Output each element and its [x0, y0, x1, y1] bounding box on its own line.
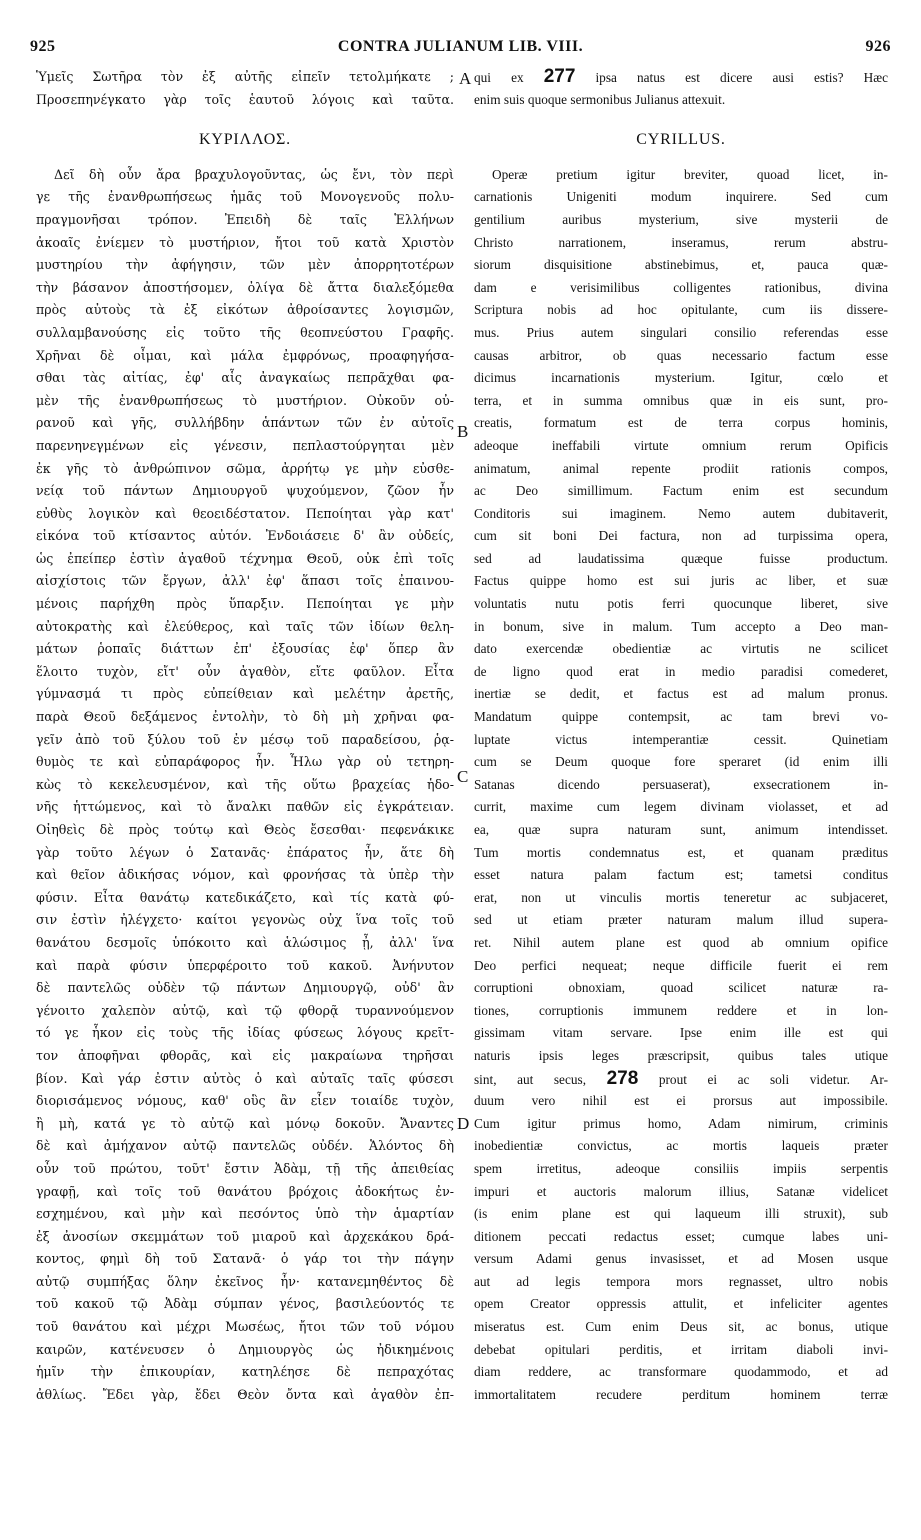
latin-intro-line: enim suis quoque sermonibus Julianus attexuit.: [474, 91, 726, 107]
text-line: mus. Prius autem singulari consilio referendas esse: [474, 324, 888, 340]
greek-heading: ΚΥΡΙΛΛΟΣ.: [199, 131, 291, 149]
text-line: dato exercendæ obedientiæ ac virtutis ne scilicet: [474, 641, 888, 657]
text-line: Ὑμεῖς Σωτῆρα τὸν ἐξ αὐτῆς εἰπεῖν τετολμήκατε ;: [36, 69, 454, 84]
text-line: ret. Nihil autem plane est quod ab omnium opifice: [474, 934, 888, 950]
text-line: νῆς ἡττώμενος, καὶ τὸ ἄναλκι παθῶν εἰς ἐγκράτειαν.: [36, 799, 454, 815]
text-line: immortalitatem recudere perditum hominem terræ: [474, 1386, 888, 1402]
column-number-277: 277: [543, 66, 576, 87]
text-line: Χρῆναι δὲ οἶμαι, καὶ μάλα ἐμφρόνως, προαφηγήσα-: [36, 347, 454, 363]
text-line: αὐτοκρατὴς καὶ ἐλεύθερος, καὶ ταῖς τῶν ἰδίων θελη-: [36, 618, 454, 634]
text-line: siorum disquisitione abstinebimus, et, pauca quæ-: [474, 257, 888, 273]
text-line: διορισάμενος νόμους, καθ' οὓς ἂν εἶεν τοιαίδε τυχὸν,: [36, 1093, 454, 1109]
column-number-278: 278: [606, 1067, 639, 1089]
text-line: currit, maxime cum legem divinam violasset, et ad: [474, 799, 888, 815]
text-line: γύμνασμά τι πρὸς εὐπείθειαν καὶ μελέτην ἀρετῆς,: [36, 686, 454, 702]
text-line: πρὸς αὐτοὺς τὰ ἐξ εἰκότων ἀθροίσαντες λογισμῶν,: [36, 302, 454, 318]
text-line: duum vero nihil est ei prorsus aut impossibile.: [474, 1093, 888, 1109]
text-line: μυστηρίου τὴν ἀφήγησιν, τῶν μὲν ἀπορρητοτέρων: [36, 257, 454, 273]
greek-column: [36, 66, 454, 1406]
margin-marker-a: A: [459, 69, 472, 88]
text-line: Scriptura nobis ad hoc opitulante, cum iis dissere-: [474, 302, 888, 318]
text-line: ditionem peccati redactus esset; cumque labes uni-: [474, 1228, 888, 1244]
text-line: luptate victus intemperantiæ cessit. Quinetiam: [474, 731, 888, 747]
text-line: spem irretitus, adeoque consiliis impiis serpentis: [474, 1160, 888, 1176]
text-line: impuri et auctoris malorum illius, Satanæ videlicet: [474, 1183, 888, 1199]
text-line: ea, quæ supra naturam sunt, animum intendisset.: [474, 822, 888, 837]
text-line: θυμὸς τε καὶ εὐπαράφορος ἦν. Ἧλω γὰρ οὐ τετηρη-: [36, 754, 454, 770]
latin-split-text-b: prout ei ac soli videtur. Ar-: [658, 1071, 888, 1087]
text-line: versum Adami genus invasisset, et ad Mosen usque: [474, 1251, 888, 1267]
text-line: inertiæ se dedit, et factus est ad malum pronus.: [474, 686, 888, 702]
text-line: inobedientiæ convictus, ac mortis laqueis præter: [474, 1138, 888, 1154]
text-line: παρὰ Θεοῦ δεξάμενος ἐντολὴν, τὸ δὴ μὴ χρῆναι φα-: [36, 709, 454, 725]
text-line: μένοις παρήχθη πρὸς ὕπαρξιν. Πεποίηται γε μὴν: [36, 596, 454, 612]
latin-split-text-a: sint, aut secus,: [474, 1071, 587, 1087]
text-line: gissimam vitam servare. Ipse enim ille est qui: [474, 1025, 888, 1041]
text-line: γὰρ τοῦτο λέγων ὁ Σατανᾶς· ἐπάρατος ἦν, ἅτε δὴ: [36, 844, 454, 860]
text-line: Christo narrationem, inseramus, rerum abstru-: [474, 234, 888, 250]
text-line: μάτων ῥοπαῖς διάττων ἐπ' ἐξουσίας ἐφ' ὅπερ ἂν: [36, 641, 454, 657]
text-line: (is enim plane est qui laqueum illi struxit), sub: [474, 1206, 888, 1222]
text-line: esset natura palam factum est; tametsi conditus: [474, 867, 888, 883]
text-line: Conditoris sui imaginem. Nemo autem dubitaverit,: [474, 505, 888, 521]
text-line: Factus quippe homo est sui juris ac liber, et suæ: [474, 573, 888, 589]
text-line: αὐτῷ συμπήξας ὅλην ἐκεῖνος ἦν· κατανεμηθέντος δὲ: [36, 1273, 454, 1289]
text-line: δὲ καὶ ἀμήχανον αὐτῷ παντελῶς οὐδέν. Ἁλόντος δὴ: [36, 1138, 454, 1154]
text-line: ἕλοιτο τυχὸν, εἴτ' οὖν ἀγαθὸν, εἴτε φαῦλον. Εἶτα: [36, 663, 454, 679]
text-line: cum sit boni Dei factura, non ad turpissima opera,: [474, 528, 888, 544]
text-line: tiones, corruptionis immunem reddere et in lon-: [474, 1002, 888, 1018]
text-line: Mandatum quippe contempsit, ac tam brevi vo-: [474, 709, 888, 725]
text-line: τὴν βάσανον ἀποστήσομεν, ὀλίγα δὲ ἄττα διαλεξόμεθα: [36, 279, 454, 295]
margin-marker-b: B: [457, 422, 469, 441]
text-line: creatis, formatum est de terra corpus hominis,: [474, 415, 888, 431]
text-line: Δεῖ δὴ οὖν ἄρα βραχυλογοῦντας, ὡς ἔνι, τὸν περὶ: [54, 166, 454, 182]
text-line: Cum igitur primus homo, Adam nimirum, criminis: [474, 1115, 888, 1131]
text-line: dam e verisimilibus colligentes rationibus, divina: [474, 279, 888, 295]
text-line: opem Creator oppressis attulit, et infeliciter agentes: [474, 1296, 888, 1312]
text-line: aut ad legis tempora mors regnasset, ultro nobis: [474, 1273, 888, 1289]
text-line: γεῖν ἀπὸ τοῦ ξύλου τοῦ ἐν μέσῳ τοῦ παραδείσου, ῥᾳ-: [36, 731, 454, 747]
text-line: ἐξ ἀνοσίων σκεμμάτων τοῦ μιαροῦ καὶ ἀρχεκάκου δρά-: [36, 1228, 454, 1244]
text-line: Tum mortis condemnatus est, et quanam præditus: [474, 844, 888, 860]
text-line: σιν ἐστὶν ἠλέγχετο· καίτοι γεγονὼς οὐχ ἵνα τοῖς τοῦ: [36, 912, 454, 928]
text-line: τό γε ἧκον εἰς τοὺς τῆς ἰδίας φύσεως λόγους κρεῖτ-: [36, 1025, 454, 1041]
text-line: erat, non ut vinculis mortis teneretur ac subjaceret,: [474, 889, 888, 905]
latin-intro-line: [474, 66, 888, 89]
latin-body-part-1: [474, 164, 888, 1068]
latin-heading: CYRILLUS.: [636, 131, 726, 149]
text-line: debebat opitulari perditis, et irritam diaboli invi-: [474, 1341, 888, 1357]
text-line: miseratus est. Cum enim Deus sit, ac bonus, utique: [474, 1319, 888, 1335]
text-line: φύσιν. Εἶτα θανάτῳ κατεδικάζετο, καὶ τίς κατὰ φύ-: [36, 889, 454, 905]
running-title: CONTRA JULIANUM LIB. VIII.: [337, 38, 584, 55]
text-line: τοῦ κακοῦ τῷ Ἀδὰμ σύμπαν γένος, βασιλεύοντός τε: [36, 1296, 454, 1312]
latin-column: [474, 66, 888, 1406]
text-line: εσχημένου, καὶ μὴν καὶ πεσόντος ὑπὸ τὴν ἁμαρτίαν: [36, 1206, 454, 1222]
latin-split-line: [474, 1068, 888, 1091]
latin-body-part-2: [474, 1090, 888, 1406]
text-line: naturis ipsis leges præscripsit, quibus tales utique: [474, 1047, 888, 1063]
text-line: causas arbitror, ob quas necessario factum esse: [474, 347, 888, 363]
text-line: voluntatis nutu potis ferri quocunque liberet, sive: [474, 596, 888, 612]
latin-intro-text-a: qui ex: [474, 70, 524, 85]
text-line: Operæ pretium igitur breviter, quoad licet, in-: [492, 166, 888, 182]
text-line: terra, et in summa omnibus quæ in eis sunt, pro-: [474, 392, 888, 408]
text-line: μὲν τῆς ἐνανθρωπήσεως τὸ μυστήριον. Οὐκοῦν οὐ-: [36, 392, 454, 408]
text-line: dicimus incarnationis mysterium. Igitur, cœlo et: [474, 370, 888, 386]
text-line: συλλαμβανούσης εἰς τοῦτο τῆς θεοπνεύστου Γραφῆς.: [36, 324, 454, 340]
text-line: ὡς ἐπείπερ ἐστὶν ἀγαθοῦ τέχνημα Θεοῦ, οὐκ ἐπὶ τοῖς: [36, 550, 454, 566]
margin-marker-c: C: [457, 767, 469, 786]
text-line: πραγμονῆσαι τρόπον. Ἐπειδὴ δὲ ταῖς Ἑλλήνων: [36, 211, 454, 227]
text-line: βίον. Καὶ γάρ ἐστιν αὐτὸς ὁ καὶ αὐταῖς ταῖς φύσεσι: [36, 1070, 454, 1086]
text-line: carnationis Unigeniti modum inquirere. Sed cum: [474, 189, 888, 205]
text-line: καὶ παρὰ φύσιν ὑπερφέροιτο τοῦ κακοῦ. Ἀνήνυτον: [36, 957, 454, 973]
text-line: γραφῇ, καὶ τοῖς τοῦ θανάτου βρόχοις ἀδοκήτως ἐν-: [36, 1183, 454, 1199]
text-line: κοντος, φημὶ δὴ τοῦ Σατανᾶ· ὁ γάρ τοι τὴν πάγην: [36, 1251, 454, 1267]
text-line: δὲ παντελῶς οὐδὲν τῷ πάντων Δημιουργῷ, οὐδ' ἂν: [36, 980, 454, 996]
text-line: καὶ θεῖον ἀδικήσας νόμον, καὶ φρονήσας τὰ ὑπὲρ τὴν: [36, 867, 454, 883]
margin-marker-d: D: [457, 1114, 470, 1133]
text-line: σθαι τὰς αἰτίας, ἐφ' αἷς ἀναγκαίως πεπρᾶχθαι φα-: [36, 370, 454, 386]
text-line: Προσεπηνέγκατο γὰρ τοῖς ἑαυτοῦ λόγοις καὶ ταῦτα.: [36, 91, 454, 107]
text-line: sed ut etiam præter naturam malum illud supera-: [474, 912, 888, 928]
left-page-number: 925: [30, 38, 56, 55]
text-line: Οἰηθεὶς δὲ πρὸς τούτῳ καὶ Θεὸς ἔσεσθαι· πεφενάκικε: [36, 822, 454, 837]
right-page-number: 926: [865, 38, 891, 55]
text-line: ἐκ γῆς τὸ ἀνθρώπινον σῶμα, ἀρρήτῳ γε μὴν εὐσθε-: [36, 460, 454, 476]
text-line: Satanas dicendo persuaserat), exsecrationem in-: [474, 776, 888, 792]
text-line: κὼς τὸ κεκελευσμένον, καὶ τῆς οὕτω βραχείας ἡδο-: [36, 776, 454, 792]
text-line: παρενηνεγμένων εἰς γένεσιν, πεπλαστούργηται μὲν: [36, 437, 454, 453]
text-line: καιρῶν, κατένευσεν ὁ Δημιουργὸς ὡς ἠδικημένοις: [36, 1341, 454, 1357]
greek-body: [36, 164, 454, 1407]
text-line: θανάτου δεσμοῖς ὑπόκοιτο καὶ ἁλώσιμος ᾖ, ἀλλ' ἵνα: [36, 934, 454, 950]
text-line: ἢ μὴ, κατά γε τὸ αὐτῷ καὶ μόνῳ δοκοῦν. Ἄναντες: [36, 1115, 454, 1131]
text-line: ρανοῦ καὶ γῆς, συλλήβδην ἁπάντων τῶν ἐν αὐτοῖς: [36, 415, 454, 431]
text-line: ac Deo simillimum. Factum enim est secundum: [474, 483, 888, 499]
text-line: diam reddere, ac transformare quodammodo, et ad: [474, 1364, 888, 1380]
text-line: τοῦ θανάτου καὶ μέχρι Μωσέως, ἤτοι τῶν τοῦ νόμου: [36, 1319, 454, 1335]
text-line: ἀκοαῖς ἐνίεμεν τὸ μυστήριον, ἤτοι τοῦ κατὰ Χριστὸν: [36, 234, 454, 250]
text-line: de ligno quod erat in medio paradisi comederet,: [474, 663, 888, 679]
greek-intro: [36, 66, 454, 111]
latin-intro-text-b: ipsa natus est dicere ausi estis? Hæc: [595, 70, 888, 85]
text-line: corruptioni obnoxiam, quoad scilicet naturæ ra-: [474, 980, 888, 996]
text-line: γε τῆς ἐνανθρωπήσεως ἡμᾶς τοῦ Μονογενοῦς πολυ-: [36, 189, 454, 205]
text-line: gentilium auribus mysterium, sive mysterii de: [474, 211, 888, 227]
text-line: in bonum, sive in malum. Tum accepto a Deo man-: [474, 618, 888, 634]
text-line: Deo perfici nequeat; neque difficile fuerit ei rem: [474, 957, 888, 973]
text-line: εἰκόνα τοῦ κτίσαντος αὐτόν. Ἐνδοιάσειε δ' ἂν οὐδείς,: [36, 528, 454, 544]
text-line: νείᾳ τοῦ πάντων Δημιουργοῦ ψυχούμενον, ζῶον ἦν: [36, 483, 454, 499]
text-line: cum se Deum quoque fore speraret (id enim illi: [474, 754, 888, 770]
text-line: οὖν τοῦ πρώτου, τοῦτ' ἔστιν Ἀδὰμ, τῇ τῆς ἀπειθείας: [36, 1160, 454, 1176]
text-line: εὐθὺς λογικὸν καὶ θεοειδέστατον. Πεποίηται γὰρ κατ': [36, 505, 454, 521]
text-line: γένοιτο χαλεπὸν αὐτῷ, καὶ τῷ φθορᾷ τυραννούμενον: [36, 1002, 454, 1018]
text-line: ἡμῖν τὴν ἐπικουρίαν, κατηλέησε δὲ πεπραχότας: [36, 1364, 454, 1380]
text-line: ἀθλίως. Ἔδει γὰρ, ἔδει Θεὸν ὄντα καὶ ἀγαθὸν ἐπ-: [36, 1386, 454, 1402]
text-line: adeoque ineffabili virtute omnium rerum Opificis: [474, 437, 888, 453]
text-line: sed ad laudatissima quæque fuisse productum.: [474, 550, 888, 566]
text-line: animatum, animal repente prodiit rationis compos,: [474, 460, 888, 476]
text-line: τον ἀποφῆναι φθορᾶς, καὶ εἰς μακραίωνα τηρῆσαι: [36, 1047, 454, 1063]
text-line: αἰσχίστοις τῶν ἔργων, ἀλλ' ἐφ' ἅπασι τοῖς ἐπαινου-: [36, 573, 454, 589]
